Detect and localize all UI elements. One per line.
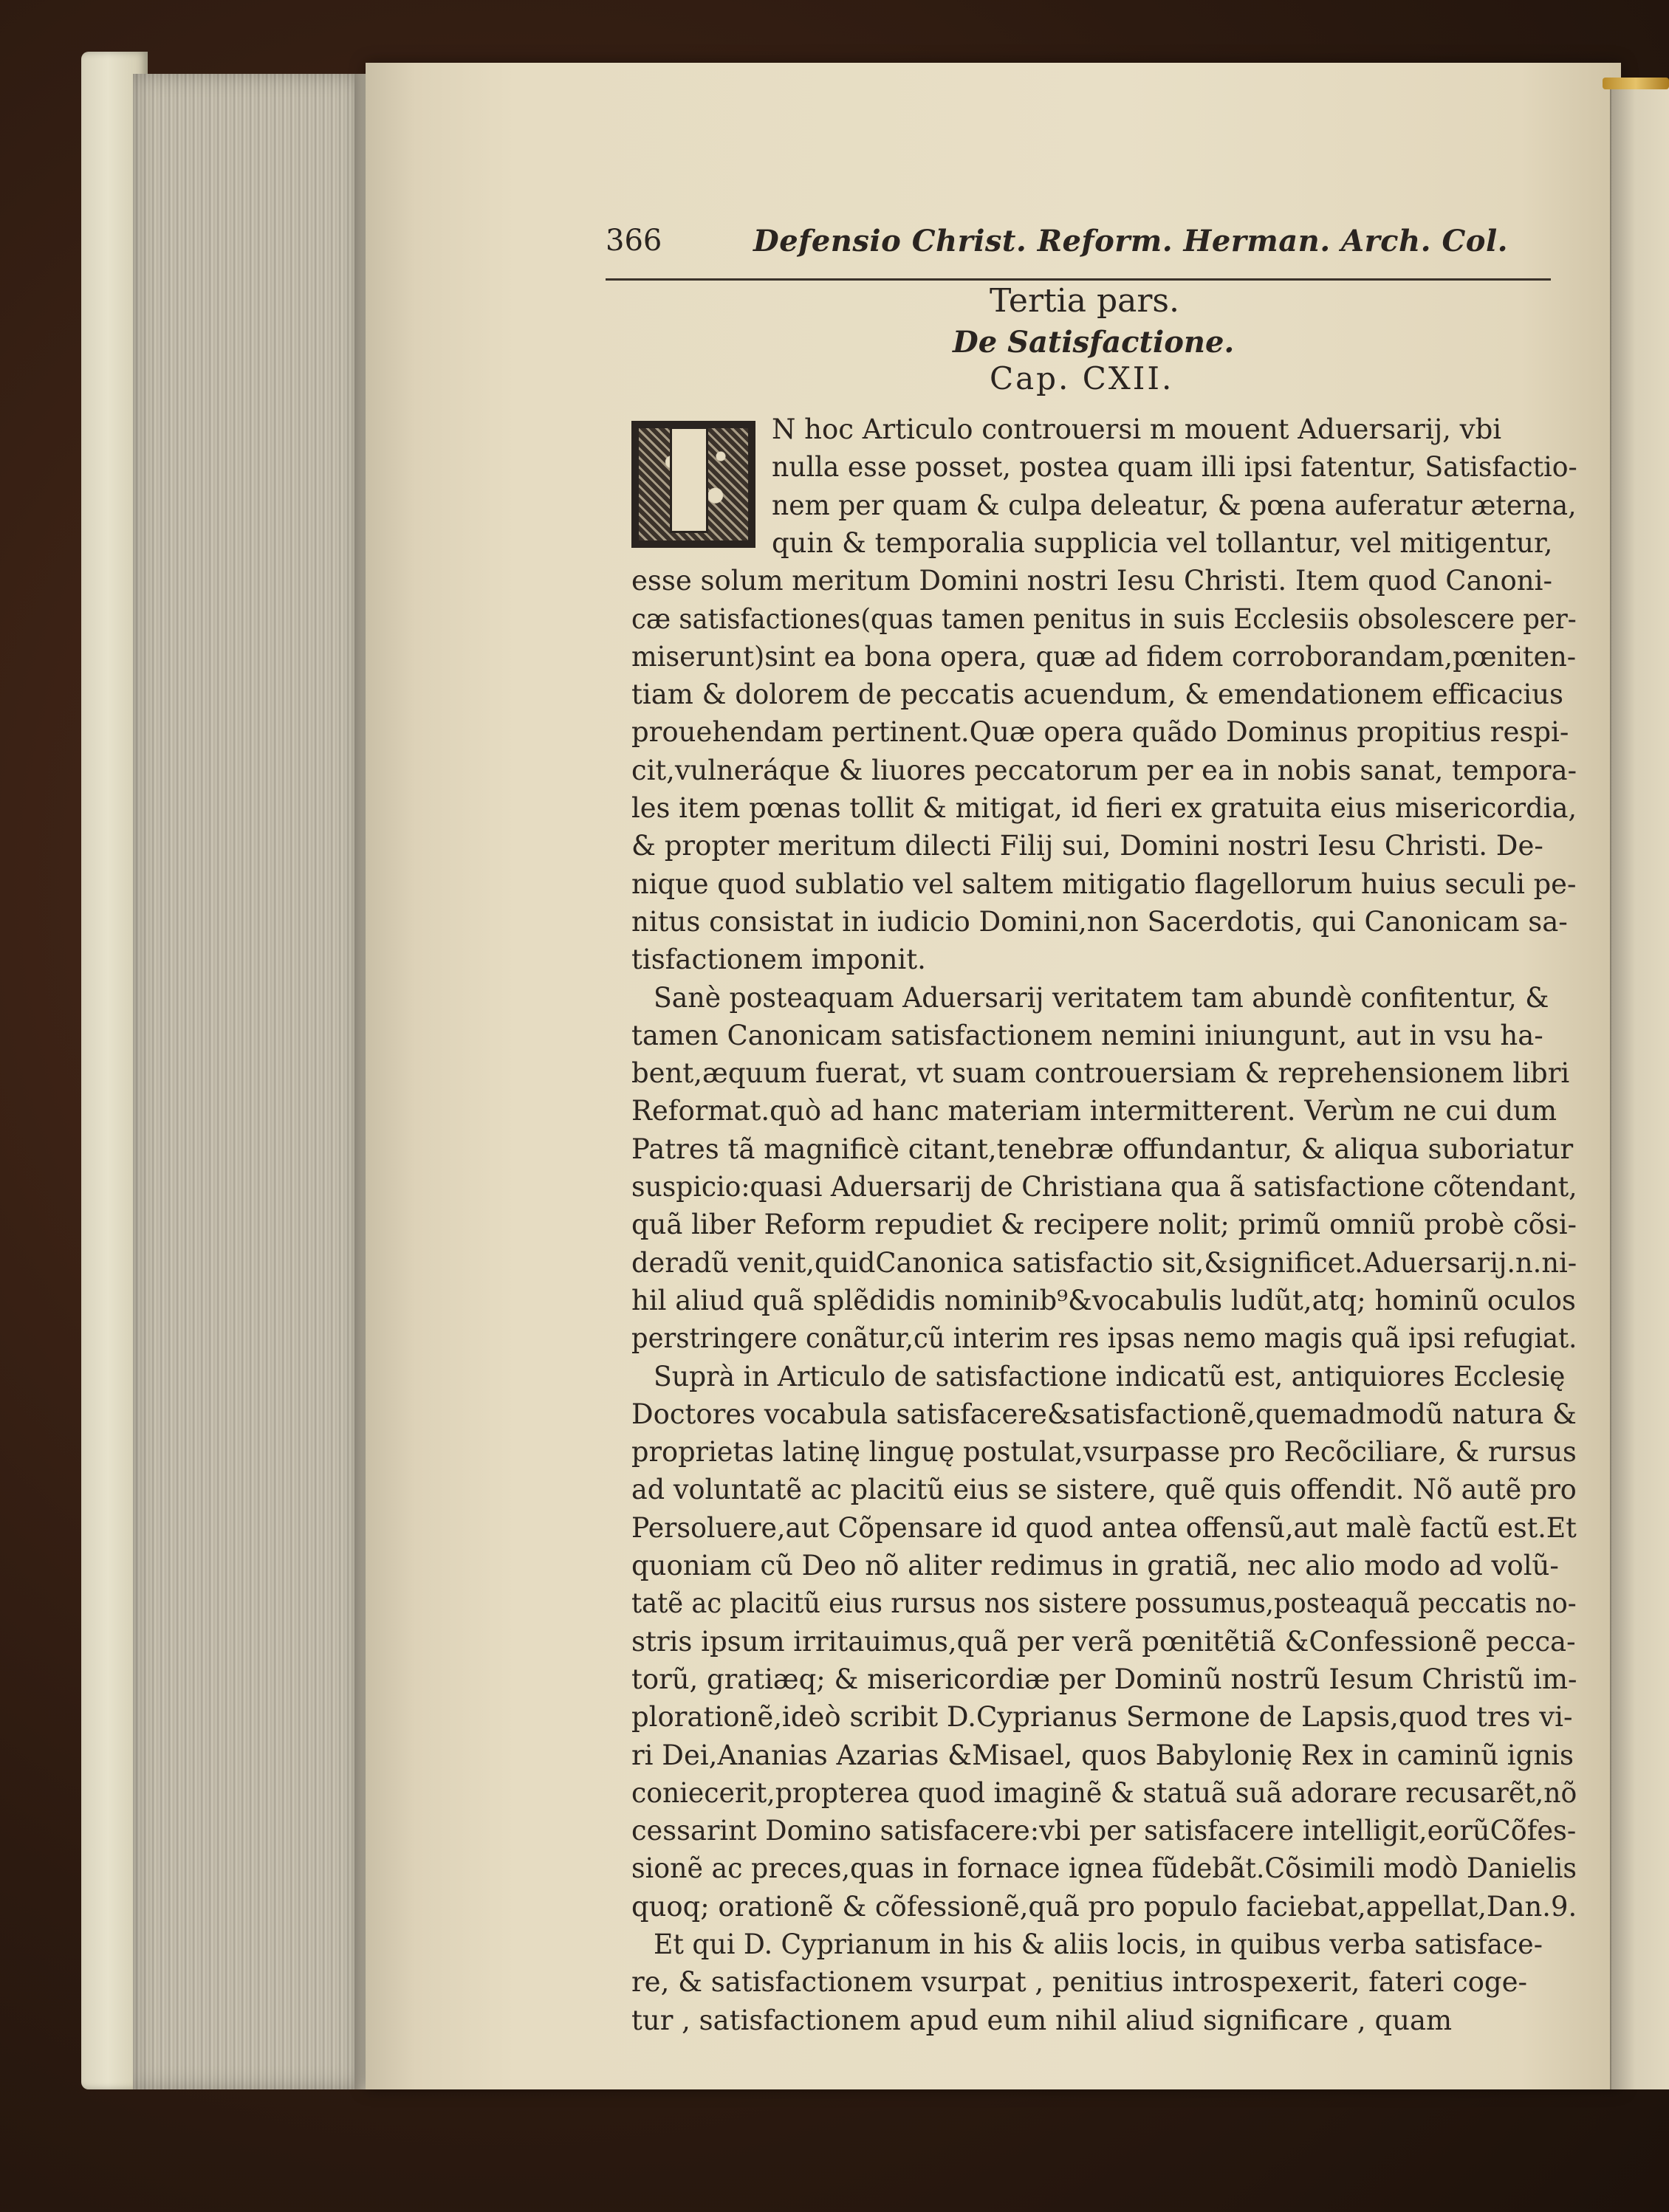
text-line: nique quod sublatio vel saltem mitigatio flagellorum huius seculi pe- — [631, 868, 1577, 900]
text-line: les item pœnas tollit & mitigat, id fieri ex gratuita eius misericordia, — [631, 792, 1577, 824]
text-line: Et qui D. Cyprianum in his & aliis locis, in quibus verba satisface- — [654, 1928, 1543, 1960]
text-line: nitus consistat in iudicio Domini,non Sacerdotis, qui Canonicam sa- — [631, 906, 1568, 938]
decorated-initial-icon — [631, 421, 755, 548]
text-line: cæ satisfactiones(quas tamen penitus in suis Ecclesiis obsolescere per- — [631, 603, 1577, 635]
text-line: tamen Canonicam satisfactionem nemini iniungunt, aut in vsu ha- — [631, 1020, 1543, 1051]
text-line: Reformat.quò ad hanc materiam intermitterent. Verùm ne cui dum — [631, 1095, 1557, 1127]
text-line: quoq; orationẽ & cõfessionẽ,quã pro populo faciebat,appellat,Dan.9. — [631, 1891, 1577, 1923]
text-line: Doctores vocabula satisfacere&satisfactionẽ,quemadmodũ natura & — [631, 1398, 1577, 1430]
gilt-edge-decoration — [1603, 78, 1669, 89]
text-line: nulla esse posset, postea quam illi ipsi fatentur, Satisfactio- — [772, 451, 1577, 483]
text-line: quoniam cũ Deo nõ aliter redimus in gratiã, nec alio modo ad volũ- — [631, 1550, 1559, 1581]
text-line: cit,vulneráque & liuores peccatorum per ea in nobis sanat, tempora- — [631, 755, 1577, 786]
initial-letter — [670, 427, 708, 533]
running-title: Defensio Christ. Reform. Herman. Arch. Col. — [753, 224, 1509, 258]
text-line: nem per quam & culpa deleatur, & pœna auferatur æterna, — [772, 490, 1577, 521]
text-line: sionẽ ac preces,quas in fornace ignea fũdebãt.Cõsimili modò Danielis — [631, 1852, 1577, 1884]
text-line: N hoc Articulo controuersi m mouent Aduersarij, vbi — [772, 413, 1502, 445]
text-line: Suprà in Articulo de satisfactione indicatũ est, antiquiores Ecclesię — [654, 1361, 1566, 1392]
part-title: Tertia pars. — [990, 282, 1179, 320]
text-line: suspicio:quasi Aduersarij de Christiana qua ã satisfactione cõtendant, — [631, 1171, 1577, 1203]
text-line: torũ, gratiæq; & misericordiæ per Dominũ nostrũ Iesum Christũ im- — [631, 1663, 1577, 1695]
fore-edge-page-stack — [133, 74, 362, 2089]
text-line: & propter meritum dilecti Filij sui, Domini nostri Iesu Christi. De- — [631, 830, 1543, 862]
running-head — [606, 224, 1566, 268]
text-line: proprietas latinę linguę postulat,vsurpasse pro Recõciliare, & rursus — [631, 1436, 1577, 1468]
section-title: De Satisfactione. — [953, 325, 1235, 360]
text-line: tisfactionem imponit. — [631, 944, 926, 975]
text-line: tur , satisfactionem apud eum nihil aliud significare , quam — [631, 2005, 1453, 2036]
chapter-title: Cap. CXII. — [990, 360, 1174, 396]
header-rule — [606, 278, 1551, 281]
text-line: tatẽ ac placitũ eius rursus nos sistere possumus,posteaquã peccatis no- — [631, 1587, 1577, 1619]
text-line: Sanè posteaquam Aduersarij veritatem tam abundè confitentur, & — [654, 982, 1549, 1014]
text-line: prouehendam pertinent.Quæ opera quãdo Dominus propitius respi- — [631, 716, 1569, 748]
text-line: stris ipsum irritauimus,quã per verã pœnitẽtiã &Confessionẽ pecca- — [631, 1626, 1576, 1658]
text-line: hil aliud quã splẽdidis nominib⁹&vocabulis ludũt,atq; hominũ oculos — [631, 1285, 1576, 1316]
text-line: cessarint Domino satisfacere:vbi per satisfacere intelligit,eorũCõfes- — [631, 1815, 1577, 1847]
text-line: quin & temporalia supplicia vel tollantur, vel mitigentur, — [772, 527, 1553, 559]
text-line: esse solum meritum Domini nostri Iesu Christi. Item quod Canoni- — [631, 565, 1552, 597]
text-line: miserunt)sint ea bona opera, quæ ad fidem corroborandam,pœniten- — [631, 641, 1577, 673]
facing-page-edge — [1610, 81, 1669, 2089]
text-line: coniecerit,propterea quod imaginẽ & statuã suã adorare recusarẽt,nõ — [631, 1777, 1577, 1809]
text-line: plorationẽ,ideò scribit D.Cyprianus Sermone de Lapsis,quod tres vi- — [631, 1701, 1573, 1733]
text-line: ad voluntatẽ ac placitũ eius se sistere, quẽ quis offendit. Nõ autẽ pro — [631, 1474, 1577, 1505]
text-line: Patres tã magnificè citant,tenebræ offundantur, & aliqua suboriatur — [631, 1133, 1574, 1165]
text-line: tiam & dolorem de peccatis acuendum, & emendationem efficacius — [631, 679, 1564, 710]
text-line: deradũ venit,quidCanonica satisfactio sit,&significet.Aduersarij.n.ni- — [631, 1247, 1577, 1279]
text-line: perstringere conãtur,cũ interim res ipsas nemo magis quã ipsi refugiat. — [631, 1322, 1577, 1354]
text-line: ri Dei,Ananias Azarias &Misael, quos Babylonię Rex in caminũ ignis — [631, 1739, 1574, 1771]
page-number: 366 — [606, 224, 662, 258]
text-line: quã liber Reform repudiet & recipere nolit; primũ omniũ probè cõsi- — [631, 1209, 1577, 1240]
text-line: re, & satisfactionem vsurpat , penitius introspexerit, fateri coge- — [631, 1966, 1528, 1998]
text-line: bent,æquum fuerat, vt suam controuersiam & reprehensionem libri — [631, 1057, 1570, 1089]
text-line: Persoluere,aut Cõpensare id quod antea offensũ,aut malè factũ est.Et — [631, 1512, 1577, 1544]
